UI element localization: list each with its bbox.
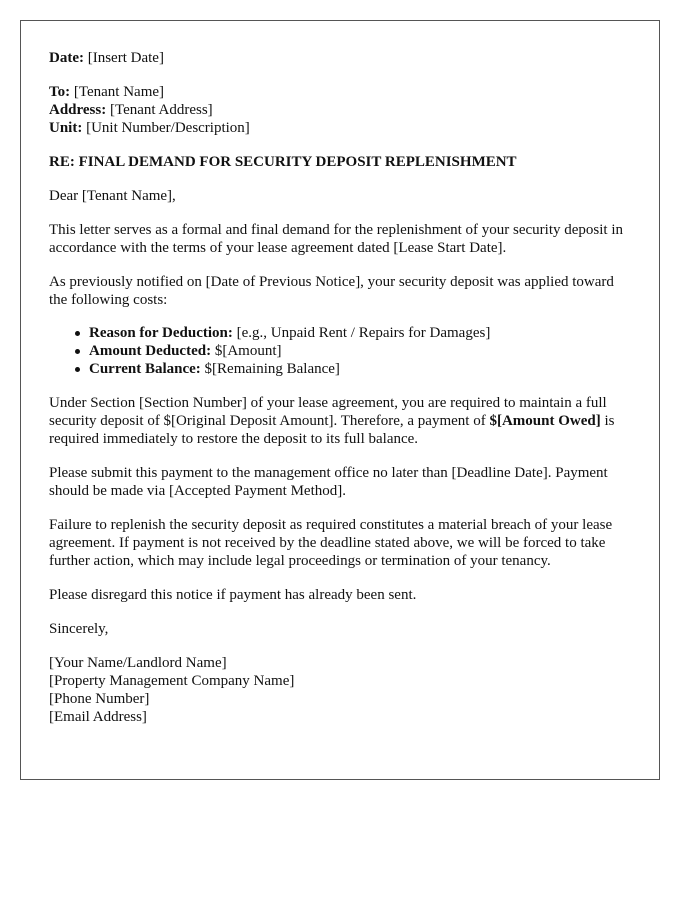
letter-document xyxy=(20,20,660,780)
date-value: [Insert Date] xyxy=(83,50,164,66)
amount-deducted-value: $[Amount] xyxy=(211,343,282,359)
amount-deducted-label: Amount Deducted: xyxy=(89,343,212,359)
deduction-list xyxy=(49,324,631,378)
signature-email: [Email Address] xyxy=(49,709,147,725)
paragraph-breach: Failure to replenish the security deposit as required constitutes a material breach of your lease agreement. If payment is not received by the deadline stated above, we will be forced to take further action, which may include legal proceedings or termination of your tenancy. xyxy=(49,517,613,569)
subject-line: RE: FINAL DEMAND FOR SECURITY DEPOSIT REPLENISHMENT xyxy=(49,154,517,170)
deduction-reason-value: [e.g., Unpaid Rent / Repairs for Damages] xyxy=(232,325,491,341)
paragraph-disregard: Please disregard this notice if payment has already been sent. xyxy=(49,587,417,603)
address-line xyxy=(49,101,631,119)
paragraph-purpose: This letter serves as a formal and final demand for the replenishment of your security deposit in accordance with the terms of your lease agreement dated [Lease Start Date]. xyxy=(49,222,623,256)
date-label: Date: xyxy=(49,50,84,66)
list-item xyxy=(89,342,631,360)
current-balance-label: Current Balance: xyxy=(89,361,201,377)
to-label: To: xyxy=(49,84,71,100)
requirement-text-start: Under Section [Section Number] of your lease agreement, you are required to maintain a full security deposit of $[Original Deposit Amount]. Therefore, a payment of xyxy=(49,395,607,429)
closing: Sincerely, xyxy=(49,621,109,637)
list-item xyxy=(89,360,631,378)
paragraph-payment: Please submit this payment to the management office no later than [Deadline Date]. Payment should be made via [Accepted Payment Method]. xyxy=(49,465,608,499)
to-value: [Tenant Name] xyxy=(70,84,165,100)
amount-owed: $[Amount Owed] xyxy=(489,413,601,429)
signature-name: [Your Name/Landlord Name] xyxy=(49,655,227,671)
signature-block xyxy=(49,654,631,726)
deduction-reason-label: Reason for Deduction: xyxy=(89,325,233,341)
unit-value: [Unit Number/Description] xyxy=(82,120,250,136)
paragraph-requirement xyxy=(49,394,631,448)
salutation: Dear [Tenant Name], xyxy=(49,188,176,204)
date-line xyxy=(49,49,631,67)
list-item xyxy=(89,324,631,342)
requirement-text-end: is required immediately to restore the deposit to its full balance. xyxy=(49,413,615,447)
address-label: Address: xyxy=(49,102,107,118)
signature-company: [Property Management Company Name] xyxy=(49,673,295,689)
unit-line xyxy=(49,119,631,137)
to-line xyxy=(49,83,631,101)
recipient-block xyxy=(49,83,631,137)
signature-phone: [Phone Number] xyxy=(49,691,150,707)
address-value: [Tenant Address] xyxy=(106,102,213,118)
current-balance-value: $[Remaining Balance] xyxy=(200,361,340,377)
paragraph-previous-notice: As previously notified on [Date of Previous Notice], your security deposit was applied toward the following costs: xyxy=(49,274,614,308)
unit-label: Unit: xyxy=(49,120,83,136)
